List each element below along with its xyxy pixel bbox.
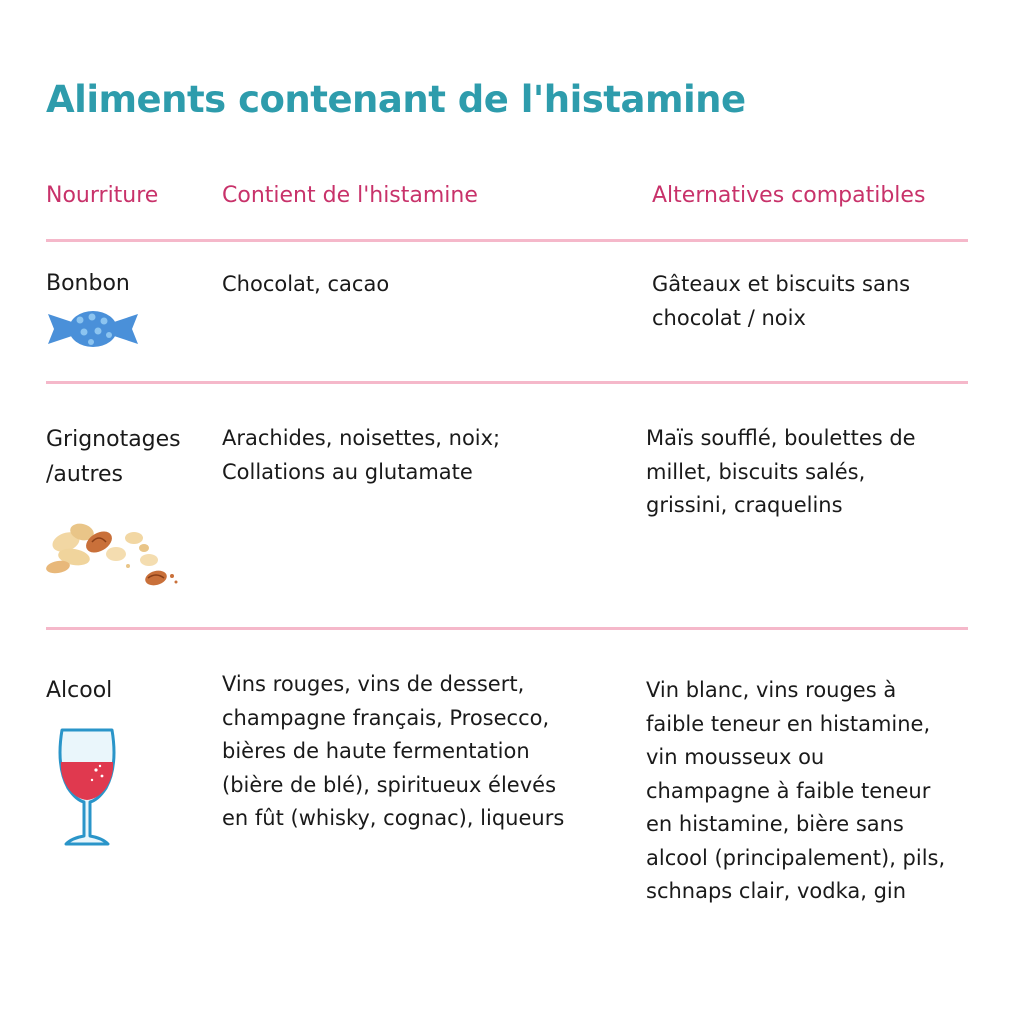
header-divider <box>46 239 968 242</box>
page-title: Aliments contenant de l'histamine <box>46 78 746 121</box>
food-name-snacks: Grignotages /autres <box>46 427 181 487</box>
header-food: Nourriture <box>46 183 159 208</box>
alternatives-cell-candy: Gâteaux et biscuits sans chocolat / noix <box>652 272 911 330</box>
contains-cell-snacks: Arachides, noisettes, noix; Collations au glutamate <box>222 426 501 484</box>
contains-cell-alcohol: Vins rouges, vins de dessert, champagne français, Prosecco, bières de haute fermentation (bière de blé), spiritueux élevés en fût (whisky, cognac), liqueurs <box>222 672 565 830</box>
header-alternatives: Alternatives compatibles <box>652 183 926 208</box>
nuts-icon <box>44 512 184 592</box>
alternatives-cell-snacks: Maïs soufflé, boulettes de millet, biscuits salés, grissini, craquelins <box>646 426 916 517</box>
wine-glass-icon <box>54 726 120 850</box>
food-name-alcohol: Alcool <box>46 678 113 703</box>
row-divider-2 <box>46 627 968 630</box>
candy-icon <box>44 308 142 350</box>
contains-cell-candy: Chocolat, cacao <box>222 272 390 296</box>
food-name-candy: Bonbon <box>46 271 130 296</box>
alternatives-cell-alcohol: Vin blanc, vins rouges à faible teneur en histamine, vin mousseux ou champagne à faible teneur en histamine, bière sans alcool (principalement), pils, schnaps clair, vodka, gin <box>646 678 946 903</box>
row-divider-1 <box>46 381 968 384</box>
header-contains: Contient de l'histamine <box>222 183 478 208</box>
